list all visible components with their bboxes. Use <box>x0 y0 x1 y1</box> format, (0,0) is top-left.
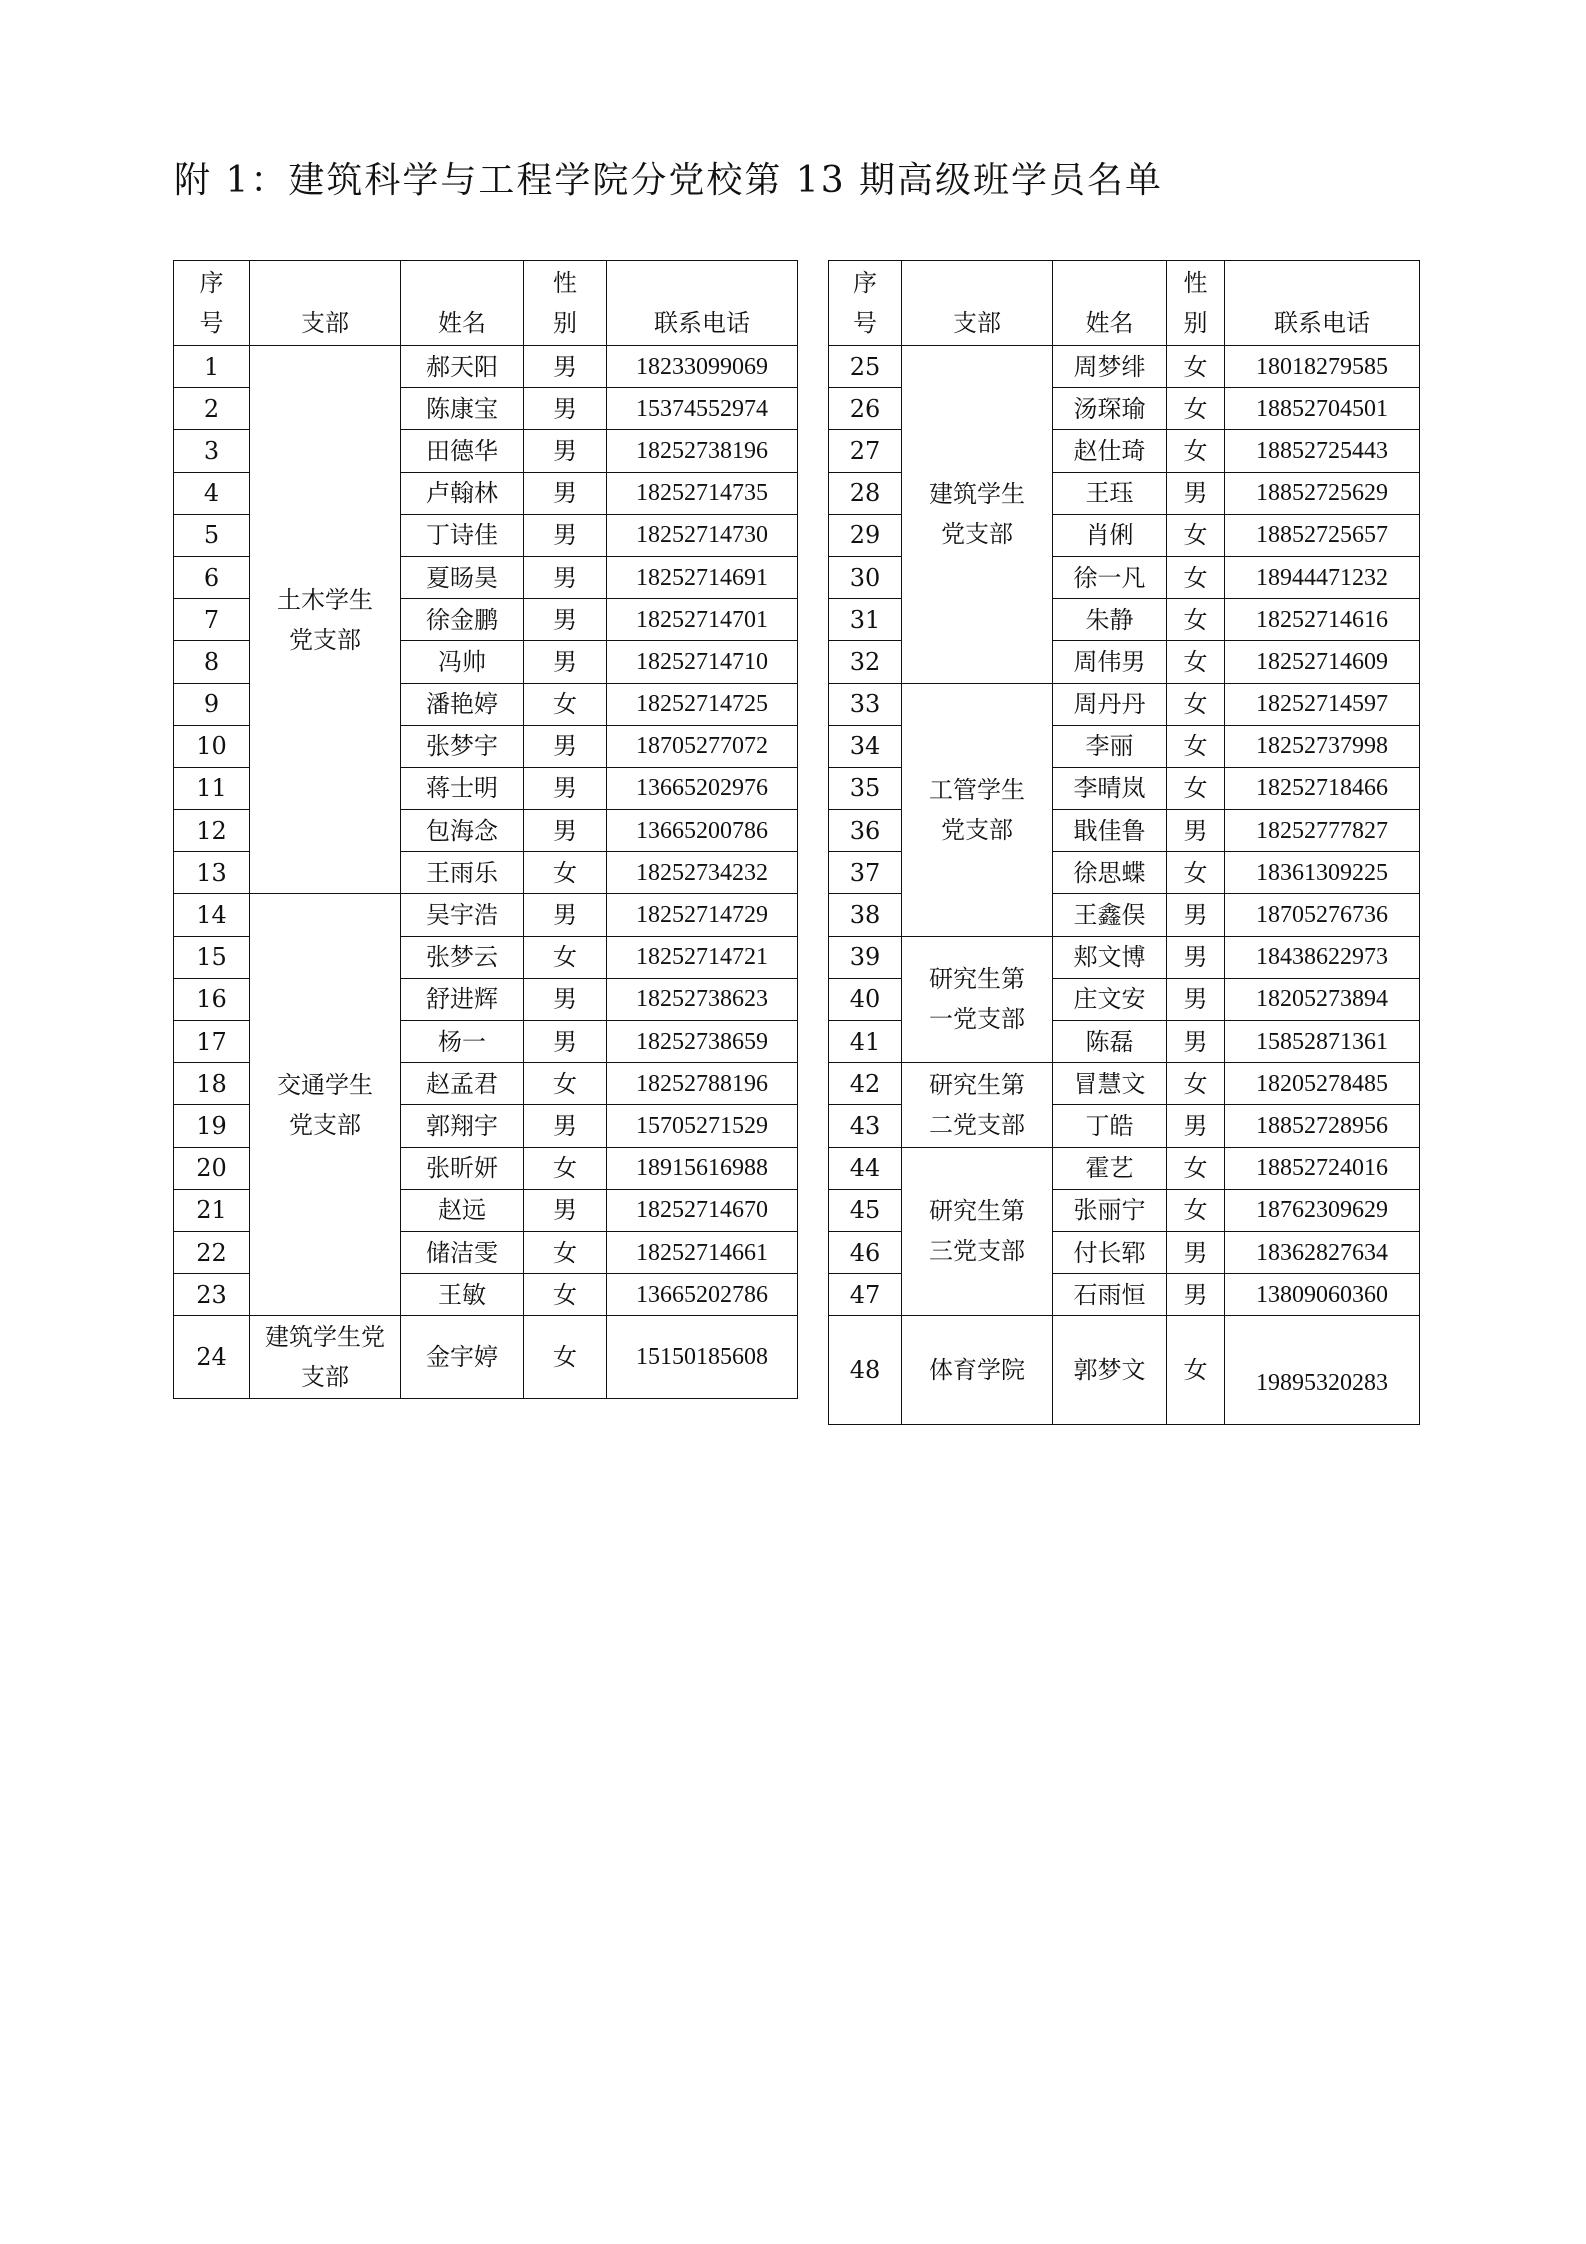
header-phone-label: 联系电话 <box>654 309 750 337</box>
member-gender: 女 <box>1167 388 1225 430</box>
row-number: 41 <box>829 1021 902 1063</box>
member-name: 陈康宝 <box>401 388 524 430</box>
member-gender: 女 <box>524 936 607 978</box>
header-phone-spacer <box>1225 263 1419 303</box>
member-gender: 男 <box>1167 1105 1225 1147</box>
row-number: 3 <box>174 430 250 472</box>
member-phone: 18705276736 <box>1225 894 1420 936</box>
member-phone: 18252714616 <box>1225 599 1420 641</box>
member-gender: 男 <box>1167 894 1225 936</box>
member-phone: 18018279585 <box>1225 346 1420 388</box>
table-row <box>829 346 1420 388</box>
member-name: 赵孟君 <box>401 1063 524 1105</box>
row-number: 38 <box>829 894 902 936</box>
member-name: 田德华 <box>401 430 524 472</box>
document-title: 附 1：建筑科学与工程学院分党校第 13 期高级班学员名单 <box>174 160 1164 201</box>
member-gender: 女 <box>1167 599 1225 641</box>
member-phone: 18944471232 <box>1225 556 1420 598</box>
member-gender: 女 <box>524 1274 607 1316</box>
branch-cell <box>902 1063 1053 1147</box>
table-row <box>174 894 798 936</box>
member-name: 付长郓 <box>1053 1231 1167 1273</box>
member-name: 陈磊 <box>1053 1021 1167 1063</box>
header-seq-bottom: 号 <box>199 309 224 337</box>
member-name: 储洁雯 <box>401 1231 524 1273</box>
member-gender: 男 <box>524 641 607 683</box>
member-phone: 18252734232 <box>607 852 798 894</box>
member-phone: 13665202976 <box>607 767 798 809</box>
branch-line: 三党支部 <box>929 1237 1025 1266</box>
member-phone: 15150185608 <box>607 1316 798 1399</box>
header-gender <box>1167 261 1225 346</box>
member-name: 李丽 <box>1053 725 1167 767</box>
member-name: 包海念 <box>401 810 524 852</box>
member-phone: 18762309629 <box>1225 1189 1420 1231</box>
member-phone: 18705277072 <box>607 725 798 767</box>
branch-line: 支部 <box>301 1363 349 1392</box>
member-name: 徐一凡 <box>1053 556 1167 598</box>
row-number: 21 <box>174 1189 250 1231</box>
table-row <box>829 936 1420 978</box>
member-gender: 男 <box>524 599 607 641</box>
member-name: 蒋士明 <box>401 767 524 809</box>
table-row <box>174 346 798 388</box>
branch-line: 党支部 <box>941 520 1013 549</box>
row-number: 34 <box>829 725 902 767</box>
row-number: 24 <box>174 1316 250 1399</box>
member-name: 郭梦文 <box>1053 1316 1167 1425</box>
row-number: 19 <box>174 1105 250 1147</box>
branch-line: 建筑学生 <box>929 480 1025 509</box>
member-phone: 18852725657 <box>1225 514 1420 556</box>
branch-cell <box>250 894 401 1316</box>
member-name: 金宇婷 <box>401 1316 524 1399</box>
header-branch <box>902 261 1053 346</box>
member-gender: 女 <box>1167 1063 1225 1105</box>
member-phone: 18438622973 <box>1225 936 1420 978</box>
header-seq <box>174 261 250 346</box>
row-number: 14 <box>174 894 250 936</box>
row-number: 12 <box>174 810 250 852</box>
member-phone: 18233099069 <box>607 346 798 388</box>
member-gender: 女 <box>524 1147 607 1189</box>
row-number: 35 <box>829 767 902 809</box>
member-gender: 男 <box>524 472 607 514</box>
member-gender: 男 <box>524 514 607 556</box>
header-branch-spacer <box>902 263 1052 303</box>
branch-line: 二党支部 <box>929 1110 1025 1139</box>
member-phone: 18252737998 <box>1225 725 1420 767</box>
row-number: 4 <box>174 472 250 514</box>
row-number: 20 <box>174 1147 250 1189</box>
branch-line: 工管学生 <box>929 775 1025 804</box>
row-number: 29 <box>829 514 902 556</box>
row-number: 33 <box>829 683 902 725</box>
member-phone: 18362827634 <box>1225 1231 1420 1273</box>
member-phone: 18252714721 <box>607 936 798 978</box>
member-name: 赵仕琦 <box>1053 430 1167 472</box>
member-name: 郏文博 <box>1053 936 1167 978</box>
member-gender: 男 <box>524 430 607 472</box>
member-phone: 18252714609 <box>1225 641 1420 683</box>
branch-line: 研究生第 <box>929 1070 1025 1099</box>
member-gender: 女 <box>524 1063 607 1105</box>
member-phone: 18915616988 <box>607 1147 798 1189</box>
member-name: 周丹丹 <box>1053 683 1167 725</box>
member-name: 张梦云 <box>401 936 524 978</box>
member-name: 郭翔宇 <box>401 1105 524 1147</box>
member-phone: 18852704501 <box>1225 388 1420 430</box>
member-phone: 13809060360 <box>1225 1274 1420 1316</box>
row-number: 5 <box>174 514 250 556</box>
member-gender: 女 <box>1167 641 1225 683</box>
branch-line: 党支部 <box>941 815 1013 844</box>
header-branch <box>250 261 401 346</box>
member-phone: 13665200786 <box>607 810 798 852</box>
table-row <box>174 1316 798 1399</box>
branch-line: 党支部 <box>289 625 361 654</box>
member-phone: 15374552974 <box>607 388 798 430</box>
row-number: 40 <box>829 978 902 1020</box>
row-number: 48 <box>829 1316 902 1425</box>
member-name: 周梦绯 <box>1053 346 1167 388</box>
member-gender: 男 <box>524 1021 607 1063</box>
member-name: 庄文安 <box>1053 978 1167 1020</box>
member-gender: 男 <box>1167 936 1225 978</box>
member-gender: 女 <box>1167 556 1225 598</box>
header-name-spacer <box>1053 263 1166 303</box>
branch-cell <box>902 1147 1053 1316</box>
member-name: 戢佳鲁 <box>1053 810 1167 852</box>
member-gender: 男 <box>524 810 607 852</box>
header-gender <box>524 261 607 346</box>
row-number: 44 <box>829 1147 902 1189</box>
header-name <box>1053 261 1167 346</box>
branch-line: 研究生第 <box>929 965 1025 994</box>
member-gender: 女 <box>1167 514 1225 556</box>
member-name: 周伟男 <box>1053 641 1167 683</box>
branch-cell <box>902 936 1053 1063</box>
member-gender: 女 <box>1167 725 1225 767</box>
row-number: 37 <box>829 852 902 894</box>
header-gender-bottom: 别 <box>553 309 577 337</box>
branch-line: 体育学院 <box>929 1356 1025 1385</box>
row-number: 11 <box>174 767 250 809</box>
header-phone-spacer <box>607 263 797 303</box>
member-phone: 18252714730 <box>607 514 798 556</box>
branch-cell <box>250 346 401 894</box>
member-phone: 18205278485 <box>1225 1063 1420 1105</box>
member-gender: 男 <box>524 346 607 388</box>
header-seq-top: 序 <box>199 269 224 297</box>
member-phone: 18252777827 <box>1225 810 1420 852</box>
roster-table-left <box>173 260 798 1399</box>
header-branch-label: 支部 <box>953 309 1001 337</box>
member-phone: 18252714597 <box>1225 683 1420 725</box>
row-number: 28 <box>829 472 902 514</box>
branch-line: 建筑学生党 <box>265 1323 385 1352</box>
row-number: 17 <box>174 1021 250 1063</box>
row-number: 30 <box>829 556 902 598</box>
table-row <box>829 1316 1420 1425</box>
member-phone: 18252714670 <box>607 1189 798 1231</box>
member-gender: 女 <box>524 852 607 894</box>
member-name: 王敏 <box>401 1274 524 1316</box>
row-number: 27 <box>829 430 902 472</box>
member-gender: 女 <box>1167 1189 1225 1231</box>
branch-line: 党支部 <box>289 1110 361 1139</box>
member-name: 汤琛瑜 <box>1053 388 1167 430</box>
member-phone: 15852871361 <box>1225 1021 1420 1063</box>
member-name: 冯帅 <box>401 641 524 683</box>
member-name: 赵远 <box>401 1189 524 1231</box>
header-branch-spacer <box>250 263 400 303</box>
member-name: 丁皓 <box>1053 1105 1167 1147</box>
member-gender: 男 <box>524 894 607 936</box>
table-row <box>829 683 1420 725</box>
header-row <box>174 261 798 346</box>
member-name: 舒进辉 <box>401 978 524 1020</box>
member-gender: 男 <box>1167 1021 1225 1063</box>
branch-cell <box>902 683 1053 936</box>
member-name: 王雨乐 <box>401 852 524 894</box>
member-name: 张梦宇 <box>401 725 524 767</box>
member-name: 徐思蝶 <box>1053 852 1167 894</box>
member-name: 张丽宁 <box>1053 1189 1167 1231</box>
member-phone: 18852725443 <box>1225 430 1420 472</box>
member-phone: 18361309225 <box>1225 852 1420 894</box>
member-name: 夏旸昊 <box>401 556 524 598</box>
row-number: 47 <box>829 1274 902 1316</box>
member-gender: 男 <box>524 725 607 767</box>
row-number: 23 <box>174 1274 250 1316</box>
member-phone: 18252714661 <box>607 1231 798 1273</box>
row-number: 18 <box>174 1063 250 1105</box>
member-name: 卢翰林 <box>401 472 524 514</box>
member-gender: 男 <box>1167 978 1225 1020</box>
member-gender: 女 <box>524 1231 607 1273</box>
member-name: 吴宇浩 <box>401 894 524 936</box>
branch-line: 一党支部 <box>929 1005 1025 1034</box>
member-name: 徐金鹏 <box>401 599 524 641</box>
branch-cell <box>902 346 1053 684</box>
member-phone: 15705271529 <box>607 1105 798 1147</box>
row-number: 15 <box>174 936 250 978</box>
row-number: 16 <box>174 978 250 1020</box>
branch-line: 交通学生 <box>277 1070 373 1099</box>
header-phone <box>1225 261 1420 346</box>
row-number: 31 <box>829 599 902 641</box>
member-phone: 18252738196 <box>607 430 798 472</box>
member-phone: 18852728956 <box>1225 1105 1420 1147</box>
row-number: 32 <box>829 641 902 683</box>
member-gender: 男 <box>524 978 607 1020</box>
member-phone: 18252714735 <box>607 472 798 514</box>
branch-line: 土木学生 <box>277 585 373 614</box>
member-name: 杨一 <box>401 1021 524 1063</box>
row-number: 39 <box>829 936 902 978</box>
member-gender: 男 <box>524 767 607 809</box>
member-phone: 18252714691 <box>607 556 798 598</box>
header-name-spacer <box>401 263 523 303</box>
header-phone <box>607 261 798 346</box>
row-number: 10 <box>174 725 250 767</box>
row-number: 22 <box>174 1231 250 1273</box>
header-name <box>401 261 524 346</box>
member-phone: 18252714701 <box>607 599 798 641</box>
member-phone: 18252738659 <box>607 1021 798 1063</box>
member-phone: 18252718466 <box>1225 767 1420 809</box>
header-gender-top: 性 <box>553 269 577 297</box>
row-number: 6 <box>174 556 250 598</box>
member-phone: 18852725629 <box>1225 472 1420 514</box>
member-gender: 男 <box>1167 810 1225 852</box>
member-gender: 女 <box>524 1316 607 1399</box>
row-number: 7 <box>174 599 250 641</box>
member-phone: 13665202786 <box>607 1274 798 1316</box>
member-gender: 男 <box>524 1105 607 1147</box>
branch-cell <box>250 1316 401 1399</box>
member-phone: 18252714725 <box>607 683 798 725</box>
row-number: 45 <box>829 1189 902 1231</box>
member-phone: 18252788196 <box>607 1063 798 1105</box>
member-gender: 男 <box>1167 472 1225 514</box>
member-name: 王鑫俣 <box>1053 894 1167 936</box>
member-gender: 女 <box>1167 430 1225 472</box>
header-seq-top: 序 <box>853 269 877 297</box>
row-number: 8 <box>174 641 250 683</box>
header-seq <box>829 261 902 346</box>
member-gender: 男 <box>1167 1274 1225 1316</box>
member-gender: 女 <box>1167 767 1225 809</box>
header-name-label: 姓名 <box>1085 309 1134 337</box>
member-gender: 女 <box>1167 1316 1225 1425</box>
member-gender: 女 <box>1167 346 1225 388</box>
member-name: 张昕妍 <box>401 1147 524 1189</box>
member-gender: 女 <box>524 683 607 725</box>
member-phone: 18252738623 <box>607 978 798 1020</box>
member-gender: 女 <box>1167 1147 1225 1189</box>
table-row <box>829 1063 1420 1105</box>
header-name-label: 姓名 <box>438 309 486 337</box>
member-name: 郝天阳 <box>401 346 524 388</box>
row-number: 2 <box>174 388 250 430</box>
table-row <box>829 1147 1420 1189</box>
member-phone: 18252714710 <box>607 641 798 683</box>
member-name: 王珏 <box>1053 472 1167 514</box>
member-gender: 男 <box>524 388 607 430</box>
row-number: 46 <box>829 1231 902 1273</box>
member-gender: 男 <box>1167 1231 1225 1273</box>
row-number: 42 <box>829 1063 902 1105</box>
member-gender: 女 <box>1167 852 1225 894</box>
header-row <box>829 261 1420 346</box>
branch-cell <box>902 1316 1053 1425</box>
member-name: 朱静 <box>1053 599 1167 641</box>
branch-line: 研究生第 <box>929 1197 1025 1226</box>
member-phone: 18252714729 <box>607 894 798 936</box>
member-phone: 18852724016 <box>1225 1147 1420 1189</box>
header-gender-bottom: 别 <box>1183 309 1208 337</box>
member-name: 石雨恒 <box>1053 1274 1167 1316</box>
row-number: 1 <box>174 346 250 388</box>
header-seq-bottom: 号 <box>853 309 877 337</box>
member-name: 李晴岚 <box>1053 767 1167 809</box>
header-phone-label: 联系电话 <box>1274 309 1370 337</box>
member-name: 丁诗佳 <box>401 514 524 556</box>
row-number: 43 <box>829 1105 902 1147</box>
header-branch-label: 支部 <box>301 309 349 337</box>
member-phone: 19895320283 <box>1225 1316 1420 1425</box>
row-number: 9 <box>174 683 250 725</box>
member-phone: 18205273894 <box>1225 978 1420 1020</box>
row-number: 26 <box>829 388 902 430</box>
member-name: 潘艳婷 <box>401 683 524 725</box>
member-gender: 男 <box>524 1189 607 1231</box>
member-name: 霍艺 <box>1053 1147 1167 1189</box>
row-number: 25 <box>829 346 902 388</box>
header-gender-top: 性 <box>1183 269 1208 297</box>
member-name: 冒慧文 <box>1053 1063 1167 1105</box>
roster-table-right <box>828 260 1420 1425</box>
row-number: 36 <box>829 810 902 852</box>
member-gender: 男 <box>524 556 607 598</box>
row-number: 13 <box>174 852 250 894</box>
member-gender: 女 <box>1167 683 1225 725</box>
member-name: 肖俐 <box>1053 514 1167 556</box>
